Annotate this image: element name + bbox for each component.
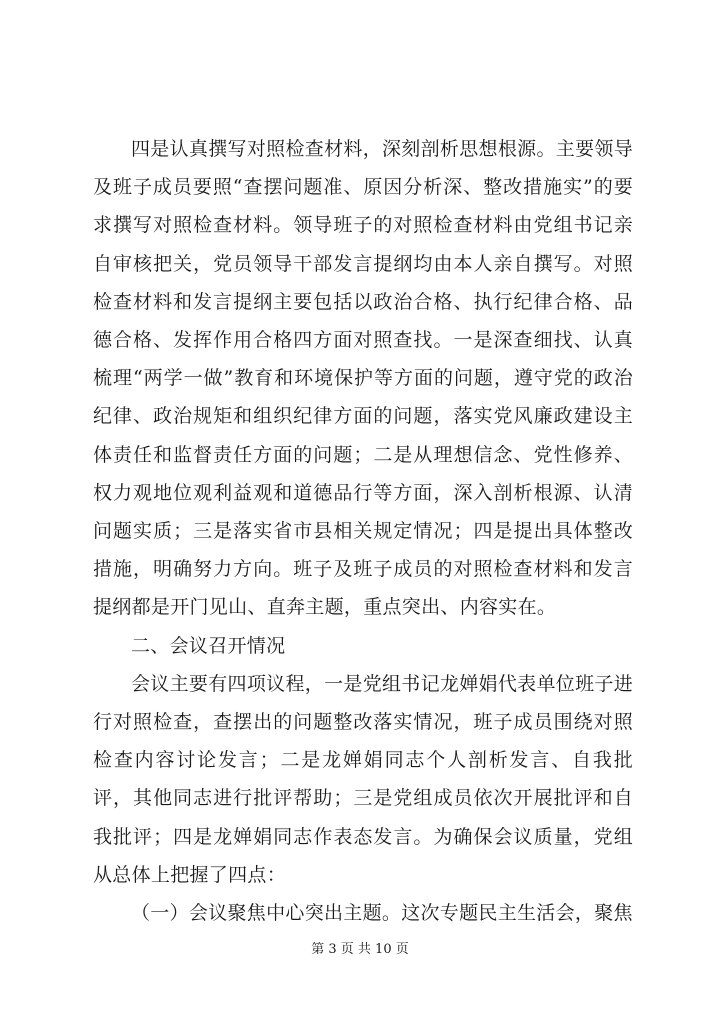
paragraph-meeting-agenda: 会议主要有四项议程，一是党组书记龙婵娟代表单位班子进行对照检查，查摆出的问题整改落实情况，班子成员围绕对照检查内容讨论发言；二是龙婵娟同志个人剖析发言、自我批评，其他同志进行批评帮助；三是党组成员依次开展批评和自我批评；四是龙婵娟同志作表态发言。为确保会议质量，党组从总体上把握了四点： bbox=[93, 672, 633, 886]
paragraph-meeting-focus: （一）会议聚焦中心突出主题。这次专题民主生活会，聚焦 bbox=[131, 902, 633, 925]
document-body bbox=[93, 130, 633, 932]
paragraph-self-review-materials: 四是认真撰写对照检查材料，深刻剖析思想根源。主要领导及班子成员要照“查摆问题准、原因分析深、整改措施实”的要求撰写对照检查材料。领导班子的对照检查材料由党组书记亲自审核把关，党员领导干部发言提纲均由本人亲自撰写。对照检查材料和发言提纲主要包括以政治合格、执行纪律合格、品德合格、发挥作用合格四方面对照查找。一是深查细找、认真梳理“两学一做”教育和环境保护等方面的问题，遵守党的政治纪律、政治规矩和组织纪律方面的问题，落实党风廉政建设主体责任和监督责任方面的问题；二是从理想信念、党性修养、权力观地位观利益观和道德品行等方面，深入剖析根源、认清问题实质；三是落实省市县相关规定情况；四是提出具体整改措施，明确努力方向。班子及班子成员的对照检查材料和发言提纲都是开门见山、直奔主题，重点突出、内容实在。 bbox=[93, 138, 633, 619]
section-heading-meeting-held: 二、会议召开情况 bbox=[131, 634, 286, 657]
page-number-footer: 第 3 页 共 10 页 bbox=[311, 942, 409, 957]
